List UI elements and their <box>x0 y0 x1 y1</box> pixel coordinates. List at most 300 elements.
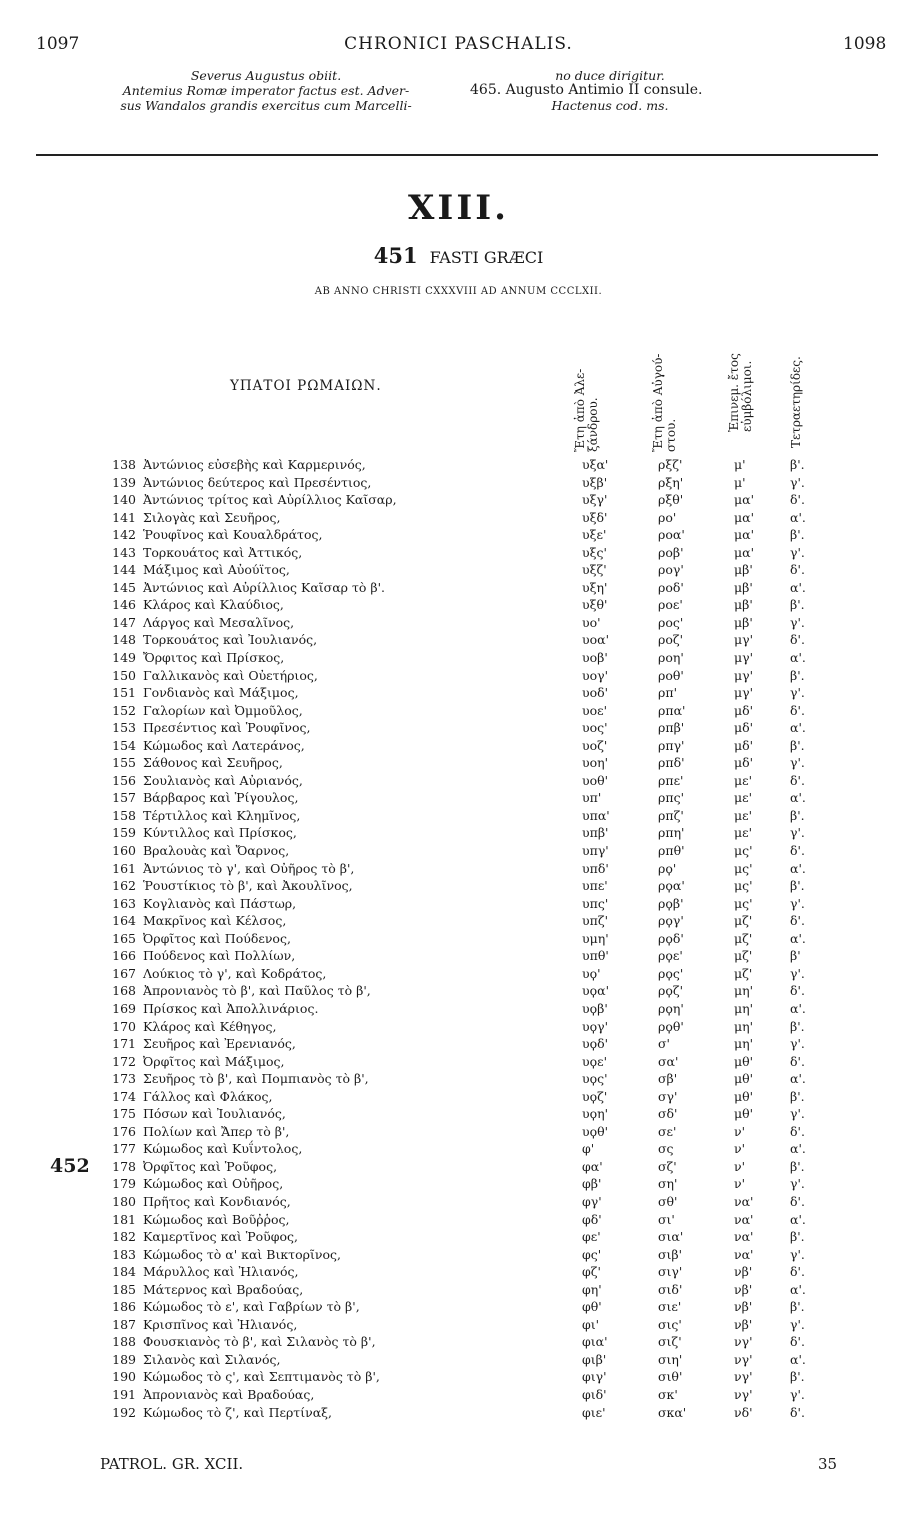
indiction-year: μα' <box>734 544 755 560</box>
consul-names: Ῥουφῖνος καὶ Κουαλδράτος, <box>143 527 323 543</box>
consul-names: Σιλανὸς καὶ Σιλανός, <box>143 1351 281 1367</box>
indiction-year: μα' <box>734 509 755 525</box>
year-alexander: υοε' <box>582 702 608 718</box>
indiction-year: νγ' <box>734 1351 753 1367</box>
year-augustus: σα' <box>658 1053 679 1069</box>
indiction-year: μδ' <box>734 720 754 736</box>
tetraeteris: δ'. <box>790 1193 805 1209</box>
tetraeteris: γ'. <box>790 1106 805 1122</box>
year-alexander: υϙθ' <box>582 1123 609 1139</box>
indiction-year: μθ' <box>734 1071 754 1087</box>
row-number: 184 <box>112 1264 136 1280</box>
consul-names: Σάθονος καὶ Σευῆρος, <box>143 755 283 771</box>
row-number: 187 <box>112 1316 136 1332</box>
row-number: 143 <box>112 544 136 560</box>
page-number-right: 1098 <box>843 34 887 54</box>
tetraeteris: α'. <box>790 1211 806 1227</box>
consul-names: Ῥουστίκιος τὸ β', καὶ Ἀκουλῖνος, <box>143 878 353 894</box>
col-header-alexander: Ἔτη ἀπὸ Ἀλε- ξάνδρου. <box>573 368 600 452</box>
table-row <box>0 1351 917 1369</box>
year-alexander: υϙη' <box>582 1106 609 1122</box>
table-row <box>0 789 917 807</box>
indiction-year: μ' <box>734 474 746 490</box>
note-line: sus Wandalos grandis exercitus cum Marcelli- <box>120 98 412 113</box>
year-augustus: σε' <box>658 1123 677 1139</box>
tetraeteris: α'. <box>790 720 806 736</box>
year-alexander: υοη' <box>582 755 609 771</box>
indiction-year: μα' <box>734 492 755 508</box>
year-augustus: ρϙδ' <box>658 930 684 946</box>
indiction-year: μγ' <box>734 685 754 701</box>
year-augustus: ρϙ' <box>658 860 677 876</box>
note-line: Antemius Romæ imperator factus est. Adver- <box>122 83 410 98</box>
indiction-year: νγ' <box>734 1369 753 1385</box>
table-row <box>0 1368 917 1386</box>
row-number: 167 <box>112 965 136 981</box>
year-augustus: ρο' <box>658 509 677 525</box>
table-row <box>0 1053 917 1071</box>
year-alexander: φιδ' <box>582 1386 607 1402</box>
tetraeteris: β'. <box>790 527 805 543</box>
consul-names: Ἀπρονιανὸς καὶ Βραδούας, <box>143 1386 315 1402</box>
margin-page-number: 451 <box>373 243 418 268</box>
col-header-indiction: Ἐπινεμ. ἔτος εὐμβόλιμοι. <box>727 353 754 432</box>
tetraeteris: γ'. <box>790 895 805 911</box>
indiction-year: νγ' <box>734 1386 753 1402</box>
tetraeteris: α'. <box>790 509 806 525</box>
indiction-year: μη' <box>734 1036 754 1052</box>
year-augustus: ρϙε' <box>658 948 683 964</box>
year-augustus: ρϙζ' <box>658 983 684 999</box>
year-alexander: υο' <box>582 614 601 630</box>
table-row <box>0 702 917 720</box>
row-number: 172 <box>112 1053 136 1069</box>
row-number: 160 <box>112 843 136 859</box>
row-number: 168 <box>112 983 136 999</box>
row-number: 177 <box>112 1141 136 1157</box>
row-number: 139 <box>112 474 136 490</box>
tetraeteris: β'. <box>790 1158 805 1174</box>
year-alexander: φδ' <box>582 1211 602 1227</box>
consul-names: Κώμωδος τὸ ς', καὶ Σεπτιμανὸς τὸ β', <box>143 1369 380 1385</box>
consul-names: Κώμωδος τὸ ζ', καὶ Περτίναξ, <box>143 1404 333 1420</box>
year-augustus: ρϙα' <box>658 878 685 894</box>
year-augustus: σθ' <box>658 1193 678 1209</box>
row-number: 148 <box>112 632 136 648</box>
row-number: 185 <box>112 1281 136 1297</box>
year-augustus: ρπγ' <box>658 737 685 753</box>
year-augustus: ρπβ' <box>658 720 685 736</box>
tetraeteris: β'. <box>790 1299 805 1315</box>
year-augustus: σγ' <box>658 1088 678 1104</box>
row-number: 141 <box>112 509 136 525</box>
table-row <box>0 737 917 755</box>
tetraeteris: γ'. <box>790 474 805 490</box>
indiction-year: μζ' <box>734 930 753 946</box>
consul-names: Γονδιανὸς καὶ Μάξιμος, <box>143 685 299 701</box>
row-number: 161 <box>112 860 136 876</box>
table-row <box>0 947 917 965</box>
table-row <box>0 1035 917 1053</box>
indiction-year: μς' <box>734 878 753 894</box>
table-row <box>0 614 917 632</box>
indiction-year: μζ' <box>734 948 753 964</box>
tetraeteris: β'. <box>790 1229 805 1245</box>
consul-names: Σευῆρος τὸ β', καὶ Πομπιανὸς τὸ β', <box>143 1071 369 1087</box>
year-augustus: σ' <box>658 1036 670 1052</box>
table-row <box>0 1386 917 1404</box>
row-number: 154 <box>112 737 136 753</box>
year-augustus: σιβ' <box>658 1246 683 1262</box>
year-alexander: υοβ' <box>582 650 608 666</box>
col-header-augustus: Ἔτη ἀπὸ Αὐγού- στου. <box>651 353 678 452</box>
row-number: 157 <box>112 790 136 806</box>
year-alexander: υξθ' <box>582 597 608 613</box>
consul-names: Μάτερνος καὶ Βραδούας, <box>143 1281 304 1297</box>
page-number-left: 1097 <box>36 34 80 54</box>
indiction-year: μβ' <box>734 579 753 595</box>
tetraeteris: β'. <box>790 1088 805 1104</box>
note-line: no duce dirigitur. <box>555 68 665 83</box>
tetraeteris: γ'. <box>790 1036 805 1052</box>
year-alexander: φη' <box>582 1281 602 1297</box>
row-number: 186 <box>112 1299 136 1315</box>
consul-names: Μάξιμος καὶ Αὐούϊτος, <box>143 562 290 578</box>
row-number: 189 <box>112 1351 136 1367</box>
year-augustus: ροα' <box>658 527 685 543</box>
tetraeteris: β'. <box>790 597 805 613</box>
tetraeteris: δ'. <box>790 1404 805 1420</box>
consul-names: Γάλλος καὶ Φλάκος, <box>143 1088 273 1104</box>
table-row <box>0 807 917 825</box>
tetraeteris: α'. <box>790 930 806 946</box>
indiction-year: μγ' <box>734 632 754 648</box>
consul-names: Μάρυλλος καὶ Ἠλιανός, <box>143 1264 299 1280</box>
year-alexander: φθ' <box>582 1299 602 1315</box>
running-title: CHRONICI PASCHALIS. <box>344 34 573 54</box>
table-row <box>0 579 917 597</box>
consul-names: Καμερτῖνος καὶ Ῥοῦφος, <box>143 1229 299 1245</box>
table-row <box>0 930 917 948</box>
tetraeteris: γ'. <box>790 1316 805 1332</box>
row-number: 150 <box>112 667 136 683</box>
indiction-year: να' <box>734 1229 754 1245</box>
tetraeteris: δ'. <box>790 1334 805 1350</box>
year-alexander: υοθ' <box>582 772 609 788</box>
tetraeteris: δ'. <box>790 983 805 999</box>
note-year: 465. <box>470 82 502 98</box>
table-row <box>0 1123 917 1141</box>
year-alexander: υπς' <box>582 895 609 911</box>
row-number: 149 <box>112 650 136 666</box>
year-alexander: φς' <box>582 1246 602 1262</box>
tetraeteris: δ'. <box>790 562 805 578</box>
table-row <box>0 456 917 474</box>
year-alexander: υϙα' <box>582 983 610 999</box>
year-augustus: σιζ' <box>658 1334 682 1350</box>
year-augustus: ροη' <box>658 650 684 666</box>
table-row <box>0 824 917 842</box>
notes-left <box>80 68 452 113</box>
table-row <box>0 684 917 702</box>
row-number: 140 <box>112 492 136 508</box>
table-row <box>0 1070 917 1088</box>
year-alexander: υξε' <box>582 527 607 543</box>
year-augustus: ρπζ' <box>658 807 684 823</box>
indiction-year: μθ' <box>734 1053 754 1069</box>
indiction-year: με' <box>734 772 753 788</box>
table-row <box>0 509 917 527</box>
year-alexander: φ' <box>582 1141 595 1157</box>
tetraeteris: β'. <box>790 737 805 753</box>
row-number: 180 <box>112 1193 136 1209</box>
row-number: 155 <box>112 755 136 771</box>
tetraeteris: δ'. <box>790 913 805 929</box>
year-alexander: υπβ' <box>582 825 609 841</box>
year-augustus: ρξη' <box>658 474 684 490</box>
year-augustus: ροθ' <box>658 667 684 683</box>
year-augustus: ρπδ' <box>658 755 685 771</box>
row-number: 165 <box>112 930 136 946</box>
consul-names: Βραλουὰς καὶ Ὄαρνος, <box>143 843 290 859</box>
row-number: 158 <box>112 807 136 823</box>
year-alexander: υπε' <box>582 878 608 894</box>
year-alexander: φβ' <box>582 1176 602 1192</box>
consul-names: Πρεσέντιος καὶ Ῥουφῖνος, <box>143 720 311 736</box>
row-number: 144 <box>112 562 136 578</box>
indiction-year: μζ' <box>734 913 753 929</box>
row-number: 170 <box>112 1018 136 1034</box>
year-alexander: υξβ' <box>582 474 608 490</box>
year-augustus: ρξθ' <box>658 492 684 508</box>
indiction-year: να' <box>734 1193 754 1209</box>
year-augustus: ροζ' <box>658 632 684 648</box>
tetraeteris: δ'. <box>790 702 805 718</box>
year-alexander: υοζ' <box>582 737 608 753</box>
note-line: Severus Augustus obiit. <box>190 68 342 83</box>
row-number: 151 <box>112 685 136 701</box>
tetraeteris: γ'. <box>790 755 805 771</box>
year-alexander: φζ' <box>582 1264 601 1280</box>
indiction-year: μς' <box>734 843 753 859</box>
tetraeteris: α'. <box>790 1351 806 1367</box>
tetraeteris: δ'. <box>790 772 805 788</box>
table-row <box>0 1246 917 1264</box>
table-row <box>0 649 917 667</box>
year-alexander: υπα' <box>582 807 610 823</box>
consul-names: Ἀπρονιανὸς τὸ β', καὶ Παῦλος τὸ β', <box>143 983 371 999</box>
note-line: Hactenus cod. ms. <box>551 98 669 113</box>
year-alexander: υϙς' <box>582 1071 608 1087</box>
year-alexander: υϙε' <box>582 1053 608 1069</box>
notes-right <box>470 68 750 113</box>
year-alexander: υπζ' <box>582 913 609 929</box>
row-number: 192 <box>112 1404 136 1420</box>
indiction-year: μα' <box>734 527 755 543</box>
indiction-year: μη' <box>734 983 754 999</box>
year-augustus: ρπε' <box>658 772 684 788</box>
consul-names: Ὀρφῖτος καὶ Ῥοῦφος, <box>143 1158 278 1174</box>
consul-names: Γαλλικανὸς καὶ Οὐετήριος, <box>143 667 318 683</box>
tetraeteris: α'. <box>790 790 806 806</box>
consul-names: Κλάρος καὶ Κέθηγος, <box>143 1018 277 1034</box>
indiction-year: μθ' <box>734 1106 754 1122</box>
table-row <box>0 772 917 790</box>
table-row <box>0 965 917 983</box>
tetraeteris: γ'. <box>790 544 805 560</box>
row-number: 153 <box>112 720 136 736</box>
year-augustus: σιη' <box>658 1351 683 1367</box>
year-augustus: ροε' <box>658 597 683 613</box>
tetraeteris: δ'. <box>790 1053 805 1069</box>
table-row <box>0 877 917 895</box>
table-row <box>0 1316 917 1334</box>
consul-names: Πόσων καὶ Ἰουλιανός, <box>143 1106 286 1122</box>
consul-names: Πρίσκος καὶ Ἀπολλινάριος. <box>143 1000 319 1016</box>
year-alexander: υμη' <box>582 930 609 946</box>
table-row <box>0 1281 917 1299</box>
tetraeteris: γ'. <box>790 685 805 701</box>
tetraeteris: β'. <box>790 807 805 823</box>
tetraeteris: δ'. <box>790 1264 805 1280</box>
indiction-year: ν' <box>734 1141 746 1157</box>
year-alexander: φγ' <box>582 1193 602 1209</box>
note-text: Augusto Antimio II consule. <box>505 82 703 98</box>
year-augustus: ροδ' <box>658 579 684 595</box>
year-augustus: σι' <box>658 1211 675 1227</box>
section-range: AB ANNO CHRISTI CXXXVIII AD ANNUM CCCLXII. <box>314 286 603 297</box>
indiction-year: μγ' <box>734 650 754 666</box>
consul-names: Κώμωδος τὸ ε', καὶ Γαβρίων τὸ β', <box>143 1299 360 1315</box>
table-row <box>0 982 917 1000</box>
consul-names: Πολίων καὶ Ἄπερ τὸ β', <box>143 1123 290 1139</box>
consul-table <box>0 456 917 1421</box>
tetraeteris: δ'. <box>790 843 805 859</box>
row-number: 176 <box>112 1123 136 1139</box>
row-number: 145 <box>112 579 136 595</box>
note-line <box>470 83 750 98</box>
year-augustus: σιδ' <box>658 1281 683 1297</box>
row-number: 190 <box>112 1369 136 1385</box>
year-alexander: φιγ' <box>582 1369 607 1385</box>
table-row <box>0 719 917 737</box>
table-row <box>0 1333 917 1351</box>
row-number: 188 <box>112 1334 136 1350</box>
table-row <box>0 491 917 509</box>
year-alexander: υξς' <box>582 544 607 560</box>
year-augustus: ρπθ' <box>658 843 685 859</box>
tetraeteris: α'. <box>790 1000 806 1016</box>
indiction-year: ν' <box>734 1158 746 1174</box>
table-row <box>0 474 917 492</box>
year-alexander: φε' <box>582 1229 601 1245</box>
col-header-tetraeterides: Τετραετηρίδες. <box>789 356 803 448</box>
consul-names: Κρισπῖνος καὶ Ἠλιανός, <box>143 1316 298 1332</box>
year-alexander: φια' <box>582 1334 608 1350</box>
table-row <box>0 1018 917 1036</box>
table-row <box>0 1105 917 1123</box>
row-number: 146 <box>112 597 136 613</box>
row-number: 173 <box>112 1071 136 1087</box>
consul-names: Βάρβαρος καὶ Ῥίγουλος, <box>143 790 299 806</box>
year-augustus: ση' <box>658 1176 678 1192</box>
year-augustus: ρϙγ' <box>658 913 684 929</box>
year-augustus: σιθ' <box>658 1369 683 1385</box>
consul-names: Ὄρφιτος καὶ Πρίσκος, <box>143 650 285 666</box>
consul-names: Ἀντώνιος τὸ γ', καὶ Οὐῆρος τὸ β', <box>143 860 355 876</box>
tetraeteris: β'. <box>790 457 805 472</box>
row-number: 159 <box>112 825 136 841</box>
tetraeteris: β'. <box>790 1369 805 1385</box>
row-number: 171 <box>112 1036 136 1052</box>
consul-names: Ὀρφῖτος καὶ Πούδενος, <box>143 930 291 946</box>
table-row <box>0 1140 917 1158</box>
year-alexander: υξδ' <box>582 509 608 525</box>
year-augustus: ρος' <box>658 614 684 630</box>
consul-names: Σιλογὰς καὶ Σευῆρος, <box>143 509 281 525</box>
year-augustus: ρϙς' <box>658 965 684 981</box>
consul-names: Τορκουάτος καὶ Ἀττικός, <box>143 544 303 560</box>
year-augustus: σς <box>658 1141 674 1157</box>
year-augustus: σκ' <box>658 1386 678 1402</box>
consul-names: Πούδενος καὶ Πολλίων, <box>143 948 296 964</box>
indiction-year: μβ' <box>734 614 753 630</box>
year-alexander: φα' <box>582 1158 603 1174</box>
row-number: 191 <box>112 1386 136 1402</box>
indiction-year: μθ' <box>734 1088 754 1104</box>
row-number: 162 <box>112 878 136 894</box>
year-alexander: υϙβ' <box>582 1000 608 1016</box>
indiction-year: ν' <box>734 1176 746 1192</box>
row-number: 183 <box>112 1246 136 1262</box>
consul-names: Λούκιος τὸ γ', καὶ Κοδράτος, <box>143 965 327 981</box>
year-augustus: ρογ' <box>658 562 684 578</box>
table-row <box>0 544 917 562</box>
consul-names: Ἀντώνιος τρίτος καὶ Αὐρίλλιος Καῖσαρ, <box>143 492 397 508</box>
consul-names: Τέρτιλλος καὶ Κλημῖνος, <box>143 807 301 823</box>
year-augustus: σιγ' <box>658 1264 683 1280</box>
year-augustus: ροβ' <box>658 544 684 560</box>
consul-names: Ἀντώνιος καὶ Αὐρίλλιος Καῖσαρ τὸ β'. <box>143 579 386 595</box>
consul-names: Ὀρφῖτος καὶ Μάξιμος, <box>143 1053 285 1069</box>
consul-names: Τορκουάτος καὶ Ἰουλιανός, <box>143 632 318 648</box>
table-row <box>0 631 917 649</box>
table-row <box>0 895 917 913</box>
year-augustus: σβ' <box>658 1071 678 1087</box>
table-row <box>0 1158 917 1176</box>
indiction-year: νβ' <box>734 1299 753 1315</box>
consul-names: Κώμωδος τὸ α' καὶ Βικτορῖνος, <box>143 1246 341 1262</box>
consul-names: Κογλιανὸς καὶ Πάστωρ, <box>143 895 297 911</box>
year-augustus: ρπα' <box>658 702 686 718</box>
indiction-year: νβ' <box>734 1281 753 1297</box>
section-subtitle: FASTI GRÆCI <box>429 248 544 267</box>
tetraeteris: β' <box>790 948 801 964</box>
table-row <box>0 1404 917 1422</box>
table-row <box>0 1000 917 1018</box>
consul-names: Κώμωδος καὶ Βοῦῤῥος, <box>143 1211 290 1227</box>
table-row <box>0 1228 917 1246</box>
row-number: 147 <box>112 614 136 630</box>
indiction-year: μδ' <box>734 755 754 771</box>
consul-names: Γαλορίων καὶ Ὀμμοῦλος, <box>143 702 303 718</box>
year-augustus: σια' <box>658 1229 684 1245</box>
indiction-year: με' <box>734 790 753 806</box>
table-row <box>0 526 917 544</box>
tetraeteris: α'. <box>790 650 806 666</box>
year-augustus: σιε' <box>658 1299 682 1315</box>
indiction-year: μδ' <box>734 702 754 718</box>
